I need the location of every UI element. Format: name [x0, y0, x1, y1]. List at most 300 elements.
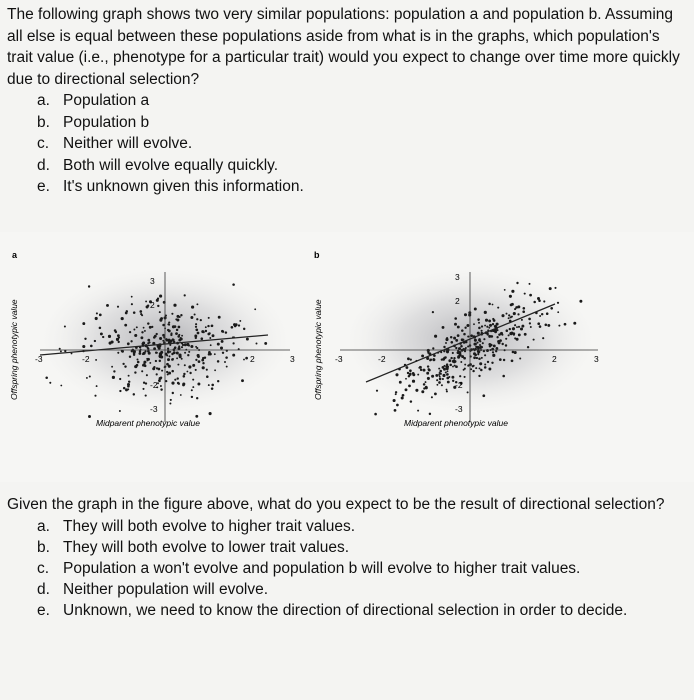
scatter-point [264, 342, 267, 345]
scatter-point [417, 410, 419, 412]
scatter-point [195, 369, 197, 371]
scatter-point [121, 317, 124, 320]
scatter-point [436, 379, 438, 381]
scatter-point [243, 328, 245, 330]
scatter-point [450, 341, 453, 344]
scatter-point [176, 357, 178, 359]
scatter-point [131, 296, 133, 298]
scatter-point [141, 343, 143, 345]
scatter-point [448, 359, 451, 362]
scatter-point [82, 322, 85, 325]
scatter-point [453, 357, 455, 359]
scatter-point [444, 356, 446, 358]
scatter-point [154, 335, 157, 338]
scatter-point [180, 394, 182, 396]
scatter-point [554, 287, 556, 289]
scatter-point [573, 322, 576, 325]
scatter-point [174, 379, 176, 381]
panel-b-ytick: 3 [455, 272, 460, 282]
scatter-point [401, 396, 404, 399]
scatter-point [510, 303, 513, 306]
panel-a-xtick: 3 [290, 354, 295, 364]
scatter-point [498, 341, 501, 344]
scatter-point [396, 404, 399, 407]
scatter-point [426, 372, 429, 375]
scatter-point [235, 323, 238, 326]
question-1-stem: The following graph shows two very similar populations: population a and population b. Assuming all else is equal between these populations aside from what is in the graphs, which population's trait value (i.e., phenotype for a particular trait) would you expect to change over time more quickly due to directional selection? [7, 6, 680, 88]
scatter-point [506, 313, 508, 315]
option-text: Unknown, we need to know the direction of directional selection in order to decide. [63, 601, 628, 619]
scatter-point [182, 384, 185, 387]
scatter-point [167, 347, 169, 349]
scatter-point [167, 329, 169, 331]
scatter-point [423, 383, 426, 386]
scatter-point [169, 402, 171, 404]
scatter-point [238, 324, 240, 326]
scatter-point [99, 314, 102, 317]
scatter-point [181, 335, 183, 337]
scatter-point [133, 311, 136, 314]
option[interactable] [37, 537, 687, 558]
scatter-point [446, 390, 448, 392]
scatter-point [503, 359, 505, 361]
scatter-point [519, 357, 521, 359]
scatter-point [187, 354, 189, 356]
scatter-point [432, 311, 434, 313]
option-text: They will both evolve to higher trait values. [63, 517, 356, 535]
scatter-point [408, 375, 410, 377]
scatter-point [119, 410, 121, 412]
scatter-point [211, 387, 214, 390]
scatter-point [443, 346, 445, 348]
scatter-point [167, 350, 169, 352]
option-letter: a. [37, 517, 50, 535]
scatter-point [156, 373, 158, 375]
scatter-point [545, 324, 548, 327]
scatter-point [256, 343, 258, 345]
scatter-point [171, 370, 174, 373]
scatter-point [481, 346, 483, 348]
scatter-point [538, 299, 541, 302]
scatter-point [126, 310, 128, 312]
scatter-point [186, 371, 188, 373]
scatter-point [156, 352, 158, 354]
scatter-point [197, 383, 200, 386]
scatter-point [170, 399, 172, 401]
scatter-point [395, 391, 397, 393]
scatter-point [442, 326, 445, 329]
scatter-point [453, 361, 456, 364]
scatter-point [171, 313, 173, 315]
scatter-point [480, 369, 483, 372]
scatter-point [439, 372, 441, 374]
scatter-point [516, 326, 518, 328]
scatter-point [516, 282, 518, 284]
scatter-point [60, 350, 62, 352]
scatter-point [511, 290, 514, 293]
scatter-point [558, 325, 560, 327]
scatter-point [158, 379, 160, 381]
scatter-point [511, 359, 514, 362]
scatter-point [133, 329, 135, 331]
scatter-point [225, 356, 228, 359]
scatter-point [448, 376, 450, 378]
scatter-point [165, 338, 167, 340]
scatter-point [439, 378, 441, 380]
scatter-point [195, 326, 197, 328]
scatter-point [522, 310, 525, 313]
scatter-point [139, 310, 142, 313]
scatter-point [486, 349, 489, 352]
scatter-point [130, 340, 132, 342]
scatter-point [205, 330, 207, 332]
scatter-point [393, 399, 396, 402]
scatter-point [102, 336, 104, 338]
scatter-point [464, 327, 466, 329]
scatter-point [178, 326, 181, 329]
scatter-point [156, 299, 159, 302]
scatter-point [143, 363, 146, 366]
scatter-point [181, 346, 183, 348]
scatter-point [127, 342, 130, 345]
scatter-point [458, 351, 461, 354]
scatter-point [149, 341, 151, 343]
scatter-point [178, 354, 181, 357]
scatter-point [488, 319, 491, 322]
scatter-point [89, 375, 91, 377]
scatter-point [453, 337, 456, 340]
scatter-point [508, 314, 510, 316]
option[interactable] [37, 579, 687, 600]
scatter-point [529, 322, 531, 324]
scatter-point [501, 334, 503, 336]
scatter-point [94, 395, 96, 397]
scatter-point [427, 365, 429, 367]
scatter-point [452, 380, 454, 382]
scatter-point [509, 328, 511, 330]
scatter-point [521, 325, 524, 328]
scatter-point [146, 358, 148, 360]
scatter-point [231, 326, 234, 329]
scatter-point [472, 370, 474, 372]
scatter-point [224, 361, 226, 363]
panel-a-xtick: 2 [250, 354, 255, 364]
scatter-point [156, 367, 158, 369]
scatter-point [195, 359, 197, 361]
scatter-point [184, 364, 186, 366]
scatter-point [469, 363, 472, 366]
scatter-point [446, 367, 449, 370]
scatter-point [409, 369, 412, 372]
scatter-point [178, 334, 180, 336]
scatter-point [475, 346, 477, 348]
scatter-point [222, 331, 224, 333]
scatter-point [131, 303, 133, 305]
scatter-point [121, 350, 124, 353]
scatter-point [59, 348, 61, 350]
scatter-point [88, 285, 90, 287]
scatter-point [405, 366, 408, 369]
scatter-point [188, 365, 191, 368]
scatter-point [159, 295, 162, 298]
scatter-point [192, 386, 194, 388]
scatter-point [464, 313, 467, 316]
scatter-point [155, 360, 157, 362]
scatter-point [539, 315, 541, 317]
scatter-point [173, 304, 176, 307]
scatter-point [492, 323, 494, 325]
scatter-point [124, 324, 127, 327]
scatter-point [557, 311, 559, 313]
scatter-point [486, 326, 488, 328]
scatter-point [166, 363, 169, 366]
scatter-point [171, 353, 173, 355]
scatter-point [442, 378, 444, 380]
scatter-point [441, 358, 443, 360]
scatter-point [196, 397, 198, 399]
scatter-point [492, 351, 494, 353]
scatter-point [117, 334, 120, 337]
scatter-point [201, 330, 204, 333]
scatter-point [508, 334, 510, 336]
scatter-point [430, 358, 432, 360]
scatter-point [137, 361, 140, 364]
scatter-point [376, 390, 378, 392]
scatter-point [133, 393, 135, 395]
scatter-point [145, 395, 147, 397]
option-text: Neither will evolve. [63, 135, 193, 152]
scatter-point [492, 304, 494, 306]
scatter-point [517, 313, 519, 315]
scatter-point [528, 318, 531, 321]
scatter-point [439, 375, 441, 377]
scatter-point [477, 319, 479, 321]
option-letter: e. [37, 601, 50, 619]
panel-a [9, 250, 295, 428]
scatter-point [200, 319, 202, 321]
panel-a-ytick: 3 [150, 276, 155, 286]
scatter-point [117, 352, 119, 354]
scatter-point [491, 362, 493, 364]
scatter-point [217, 343, 220, 346]
scatter-point [527, 346, 529, 348]
scatter-point [195, 323, 197, 325]
scatter-point [177, 364, 179, 366]
scatter-point [161, 370, 163, 372]
scatter-point [176, 329, 179, 332]
scatter-point [112, 376, 115, 379]
question-2-options [7, 516, 687, 621]
scatter-point [464, 350, 466, 352]
scatter-point [508, 317, 510, 319]
scatter-point [481, 357, 483, 359]
scatter-point [160, 388, 162, 390]
scatter-point [496, 347, 499, 350]
scatter-point [473, 352, 476, 355]
scatter-point [134, 371, 136, 373]
panel-b-ytick: 2 [455, 296, 460, 306]
scatter-point [109, 342, 112, 345]
scatter-point [497, 307, 499, 309]
scatter-point [539, 325, 542, 328]
scatter-point [547, 324, 550, 327]
option[interactable] [37, 112, 687, 134]
scatter-point [145, 300, 147, 302]
scatter-point [212, 334, 215, 337]
option[interactable] [37, 558, 687, 579]
scatter-point [447, 370, 449, 372]
option-text: Population b [63, 113, 150, 131]
panel-a-ytick: -2 [150, 380, 158, 390]
scatter-point [171, 382, 174, 385]
scatter-point [478, 357, 481, 360]
scatter-point [208, 384, 210, 386]
scatter-point [412, 380, 415, 383]
scatter-point [245, 357, 248, 360]
scatter-point [473, 343, 476, 346]
scatter-point [546, 312, 549, 315]
scatter-point [84, 338, 86, 340]
scatter-point [513, 332, 515, 334]
scatter-point [455, 347, 457, 349]
scatter-point [451, 376, 454, 379]
scatter-point [473, 365, 475, 367]
scatter-point [191, 389, 193, 391]
scatter-point [579, 300, 582, 303]
scatter-point [129, 331, 131, 333]
option-letter: b. [37, 538, 50, 556]
scatter-point [159, 311, 161, 313]
scatter-point [410, 358, 412, 360]
option[interactable] [37, 155, 687, 177]
scatter-point [512, 327, 515, 330]
scatter-point [147, 304, 149, 306]
scatter-point [505, 344, 507, 346]
scatter-point [64, 325, 66, 327]
figure-svg [0, 232, 694, 482]
scatter-point [490, 335, 493, 338]
scatter-point [467, 345, 469, 347]
scatter-point [197, 354, 199, 356]
scatter-point [220, 346, 223, 349]
scatter-point [501, 343, 503, 345]
scatter-point [496, 336, 498, 338]
option[interactable] [37, 176, 687, 198]
panel-a-letter: a [12, 250, 18, 260]
option-letter: c. [37, 559, 50, 577]
option-text: Neither population will evolve. [63, 580, 269, 598]
panel-b-ytick: -3 [455, 404, 463, 414]
option[interactable] [37, 90, 687, 112]
scatter-point [415, 389, 418, 392]
scatter-point [124, 365, 126, 367]
scatter-point [463, 333, 466, 336]
scatter-point [484, 311, 487, 314]
scatter-point [225, 331, 227, 333]
scatter-point [178, 339, 181, 342]
scatter-point [218, 316, 221, 319]
scatter-point [128, 381, 130, 383]
scatter-point [446, 337, 448, 339]
panel-b-xtick: 3 [594, 354, 599, 364]
scatter-point [479, 340, 481, 342]
scatter-point [146, 374, 148, 376]
scatter-point [514, 308, 516, 310]
option[interactable] [37, 600, 687, 621]
scatter-point [478, 327, 481, 330]
scatter-point [172, 339, 174, 341]
scatter-point [474, 308, 477, 311]
scatter-point [128, 375, 130, 377]
scatter-point [513, 312, 516, 315]
scatter-point [484, 363, 486, 365]
scatter-point [170, 334, 172, 336]
scatter-point [202, 367, 204, 369]
scatter-point [488, 303, 491, 306]
scatter-point [478, 322, 480, 324]
scatter-point [431, 396, 433, 398]
scatter-point [177, 377, 179, 379]
scatter-point [167, 323, 169, 325]
option[interactable] [37, 516, 687, 537]
scatter-point [449, 364, 452, 367]
scatter-point [407, 372, 409, 374]
scatter-point [143, 382, 145, 384]
scatter-point [170, 351, 172, 353]
scatter-point [162, 340, 164, 342]
scatter-point [189, 372, 191, 374]
scatter-point [136, 326, 138, 328]
scatter-point [506, 329, 509, 332]
scatter-point [514, 351, 517, 354]
scatter-point [489, 324, 492, 327]
scatter-point [428, 369, 431, 372]
scatter-point [139, 350, 141, 352]
scatter-point [395, 373, 398, 376]
scatter-point [134, 334, 137, 337]
scatter-point [510, 316, 512, 318]
scatter-point [454, 323, 457, 326]
scatter-point [425, 386, 428, 389]
scatter-point [222, 352, 224, 354]
scatter-point [122, 363, 124, 365]
scatter-point [95, 359, 97, 361]
scatter-point [523, 307, 526, 310]
scatter-point [476, 357, 478, 359]
scatter-point [432, 347, 434, 349]
panel-b-letter: b [314, 250, 320, 260]
scatter-point [210, 344, 212, 346]
scatter-point [241, 379, 244, 382]
scatter-point [479, 344, 481, 346]
scatter-point [447, 381, 450, 384]
scatter-point [498, 333, 501, 336]
panel-a-ytick: 2 [150, 300, 155, 310]
scatter-point [254, 308, 256, 310]
scatter-point [197, 332, 200, 335]
scatter-point [117, 306, 119, 308]
question-1 [7, 4, 687, 198]
scatter-point [452, 366, 454, 368]
scatter-point [90, 345, 93, 348]
scatter-point [208, 332, 210, 334]
scatter-point [226, 366, 228, 368]
option[interactable] [37, 133, 687, 155]
scatter-point [127, 385, 130, 388]
scatter-point [443, 368, 446, 371]
scatter-point [434, 393, 437, 396]
scatter-point [201, 359, 204, 362]
